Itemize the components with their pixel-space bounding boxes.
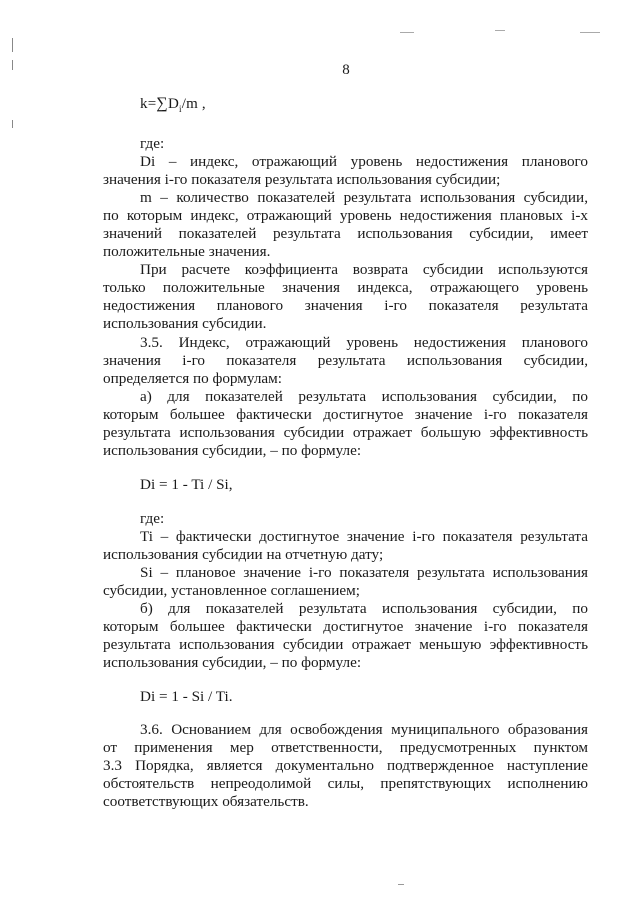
item-a-line: результата использования субсидии отражает большую эффективность — [103, 424, 588, 441]
item-b-line: б) для показателей результата использования субсидии, по — [140, 600, 588, 617]
di-def-line: значения i-го показателя результата использования субсидии; — [103, 171, 501, 188]
binding-mark — [12, 120, 13, 128]
item-3-6-line: 3.6. Основанием для освобождения муниципального образования — [140, 721, 588, 738]
calc-note-line: При расчете коэффициента возврата субсидии используются — [140, 261, 588, 278]
scan-mark — [580, 32, 600, 33]
item-a-line: а) для показателей результата использования субсидии, по — [140, 388, 588, 405]
calc-note-line: использования субсидии. — [103, 315, 267, 332]
scan-mark — [400, 32, 414, 33]
formula-k-tail: /m , — [181, 96, 206, 112]
formula-k-prefix: k= — [140, 96, 157, 112]
sum-symbol: ∑ — [156, 95, 168, 112]
item-3-5-line: значения i-го показателя результата использования субсидии, — [103, 352, 588, 369]
formula-k-d: D — [167, 96, 180, 112]
item-3-6-line: обстоятельств непреодолимой силы, препятствующих исполнению — [103, 775, 588, 792]
where-label: где: — [140, 135, 165, 152]
si-def-line: Si – плановое значение i-го показателя результата использования — [140, 564, 588, 581]
ti-def-line: использования субсидии на отчетную дату; — [103, 546, 384, 563]
item-a-line: которым большее фактически достигнутое значение i-го показателя — [103, 406, 588, 423]
m-def-line: значений показателей результата использования субсидии, имеет — [103, 225, 588, 242]
si-def-line: субсидии, установленное соглашением; — [103, 582, 360, 599]
scan-dot — [398, 884, 404, 885]
item-3-6-line: 3.3 Порядка, является документально подтвержденное наступление — [103, 757, 588, 774]
di-def-line: Di – индекс, отражающий уровень недостижения планового — [140, 153, 588, 170]
binding-mark — [12, 60, 13, 70]
calc-note-line: недостижения планового значения i-го показателя результата — [103, 297, 588, 314]
item-b-line: результата использования субсидии отражает меньшую эффективность — [103, 636, 588, 653]
item-3-5-line: определяется по формулам: — [103, 370, 282, 387]
item-3-6-line: от применения мер ответственности, предусмотренных пунктом — [103, 739, 588, 756]
scan-mark — [495, 30, 505, 31]
item-b-line: использования субсидии, – по формуле: — [103, 654, 362, 671]
page-number: 8 — [342, 62, 350, 78]
formula-b: Di = 1 - Si / Ti. — [140, 688, 233, 705]
formula-k — [140, 95, 206, 114]
formula-k-subscript: i — [179, 104, 182, 114]
item-3-6-line: соответствующих обязательств. — [103, 793, 309, 810]
item-a-line: использования субсидии, – по формуле: — [103, 442, 362, 459]
item-b-line: которым большее фактически достигнутое значение i-го показателя — [103, 618, 588, 635]
m-def-line: положительные значения. — [103, 243, 271, 260]
m-def-line: m – количество показателей результата использования субсидии, — [140, 189, 588, 206]
ti-def-line: Ti – фактически достигнутое значение i-го показателя результата — [140, 528, 588, 545]
formula-a: Di = 1 - Ti / Si, — [140, 476, 233, 493]
where-label: где: — [140, 510, 165, 527]
binding-mark — [12, 38, 13, 52]
item-3-5-line: 3.5. Индекс, отражающий уровень недостижения планового — [140, 334, 588, 351]
m-def-line: по которым индекс, отражающий уровень недостижения плановых i-х — [103, 207, 588, 224]
calc-note-line: только положительные значения индекса, отражающего уровень — [103, 279, 588, 296]
